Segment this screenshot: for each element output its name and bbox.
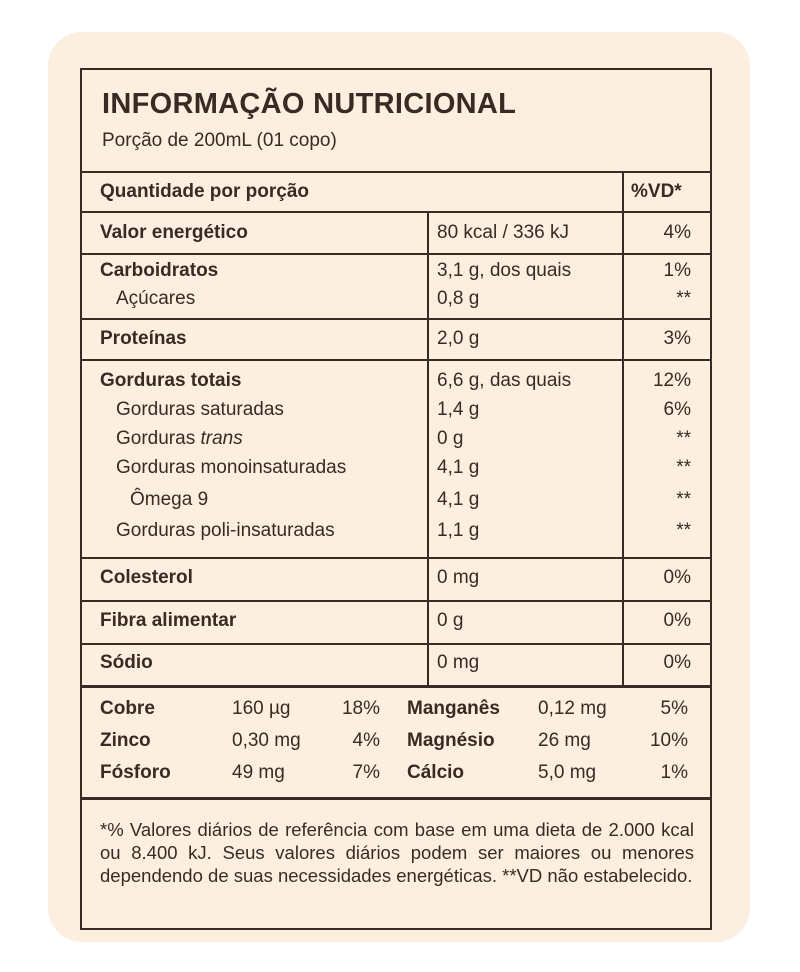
- mineral-name: Manganês: [407, 698, 500, 719]
- mineral-vd: 1%: [660, 762, 688, 783]
- nutrient-vd: **: [676, 520, 691, 541]
- header-quantity: Quantidade por porção: [100, 181, 310, 202]
- nutrient-vd: 0%: [663, 610, 691, 631]
- nutrient-vd: 0%: [663, 567, 691, 588]
- rule: [82, 318, 710, 320]
- nutrient-name: Proteínas: [100, 328, 187, 349]
- nutrient-amount: 3,1 g, dos quais: [437, 260, 572, 281]
- nutrient-vd: **: [676, 457, 691, 478]
- nutrient-name: Açúcares: [116, 288, 196, 309]
- nutrient-name: Gorduras monoinsaturadas: [116, 457, 347, 478]
- nutrient-name: Sódio: [100, 652, 153, 673]
- mineral-amount: 0,12 mg: [538, 698, 607, 719]
- rule: [82, 211, 710, 213]
- mineral-amount: 0,30 mg: [232, 730, 301, 751]
- nutrient-vd: **: [676, 489, 691, 510]
- rule: [82, 643, 710, 645]
- nutrient-name-italic: trans: [200, 428, 243, 449]
- mineral-name: Cálcio: [407, 762, 465, 783]
- nutrient-name: Fibra alimentar: [100, 610, 237, 631]
- nutrient-amount: 6,6 g, das quais: [437, 370, 572, 391]
- nutrient-amount: 0,8 g: [437, 288, 480, 309]
- nutrient-amount: 2,0 g: [437, 328, 480, 349]
- nutrient-vd: **: [676, 288, 691, 309]
- nutrient-name: Gorduras poli-insaturadas: [116, 520, 335, 541]
- mineral-name: Cobre: [100, 698, 155, 719]
- mineral-vd: 18%: [341, 698, 380, 719]
- nutrient-amount: 0 mg: [437, 567, 480, 588]
- mineral-name: Zinco: [100, 730, 151, 751]
- nutrient-vd: 3%: [663, 328, 691, 349]
- mineral-amount: 49 mg: [232, 762, 285, 783]
- column-divider: [427, 211, 429, 685]
- column-divider: [622, 171, 624, 685]
- nutrient-amount: 0 mg: [437, 652, 480, 673]
- mineral-amount: 5,0 mg: [538, 762, 597, 783]
- nutrient-name: [116, 428, 243, 450]
- rule: [82, 600, 710, 602]
- rule-thick: [82, 685, 710, 688]
- rule: [82, 253, 710, 255]
- nutrient-amount: 0 g: [437, 610, 464, 631]
- nutrient-amount: 4,1 g: [437, 457, 480, 478]
- nutrient-name: Carboidratos: [100, 260, 219, 281]
- nutrient-name: Gorduras saturadas: [116, 399, 284, 420]
- header-vd: %VD*: [631, 181, 682, 202]
- nutrient-name: Colesterol: [100, 567, 193, 588]
- nutrient-name-part: Gorduras: [116, 428, 201, 449]
- nutrient-name: Valor energético: [100, 222, 248, 243]
- nutrient-vd: **: [676, 428, 691, 449]
- nutrient-amount: 1,4 g: [437, 399, 480, 420]
- nutrient-vd: 4%: [663, 222, 691, 243]
- portion-size: Porção de 200mL (01 copo): [102, 130, 337, 151]
- rule: [82, 557, 710, 559]
- label-title: INFORMAÇÃO NUTRICIONAL: [102, 88, 517, 120]
- nutrient-amount: 80 kcal / 336 kJ: [437, 222, 570, 243]
- mineral-vd: 10%: [649, 730, 688, 751]
- mineral-vd: 5%: [660, 698, 688, 719]
- mineral-amount: 26 mg: [538, 730, 591, 751]
- mineral-vd: 7%: [352, 762, 380, 783]
- nutrient-vd: 1%: [663, 260, 691, 281]
- nutrient-vd: 12%: [652, 370, 691, 391]
- nutrient-vd: 6%: [663, 399, 691, 420]
- nutrient-vd: 0%: [663, 652, 691, 673]
- rule: [82, 359, 710, 361]
- nutrient-amount: 0 g: [437, 428, 464, 449]
- nutrient-name: Gorduras totais: [100, 370, 242, 391]
- nutrient-amount: 4,1 g: [437, 489, 480, 510]
- mineral-amount: 160 µg: [232, 698, 291, 719]
- mineral-name: Magnésio: [407, 730, 495, 751]
- rule-thick: [82, 797, 710, 800]
- footnote: *% Valores diários de referência com base em uma dieta de 2.000 kcal ou 8.400 kJ. Seus valores diários podem ser maiores ou menores dependendo de suas necessidades energéticas. **VD não estabelecido.: [100, 819, 694, 886]
- mineral-name: Fósforo: [100, 762, 171, 783]
- mineral-vd: 4%: [352, 730, 380, 751]
- label-header: [82, 70, 710, 173]
- nutrient-name: Ômega 9: [130, 489, 209, 510]
- nutrition-facts-table: [80, 68, 712, 930]
- nutrient-amount: 1,1 g: [437, 520, 480, 541]
